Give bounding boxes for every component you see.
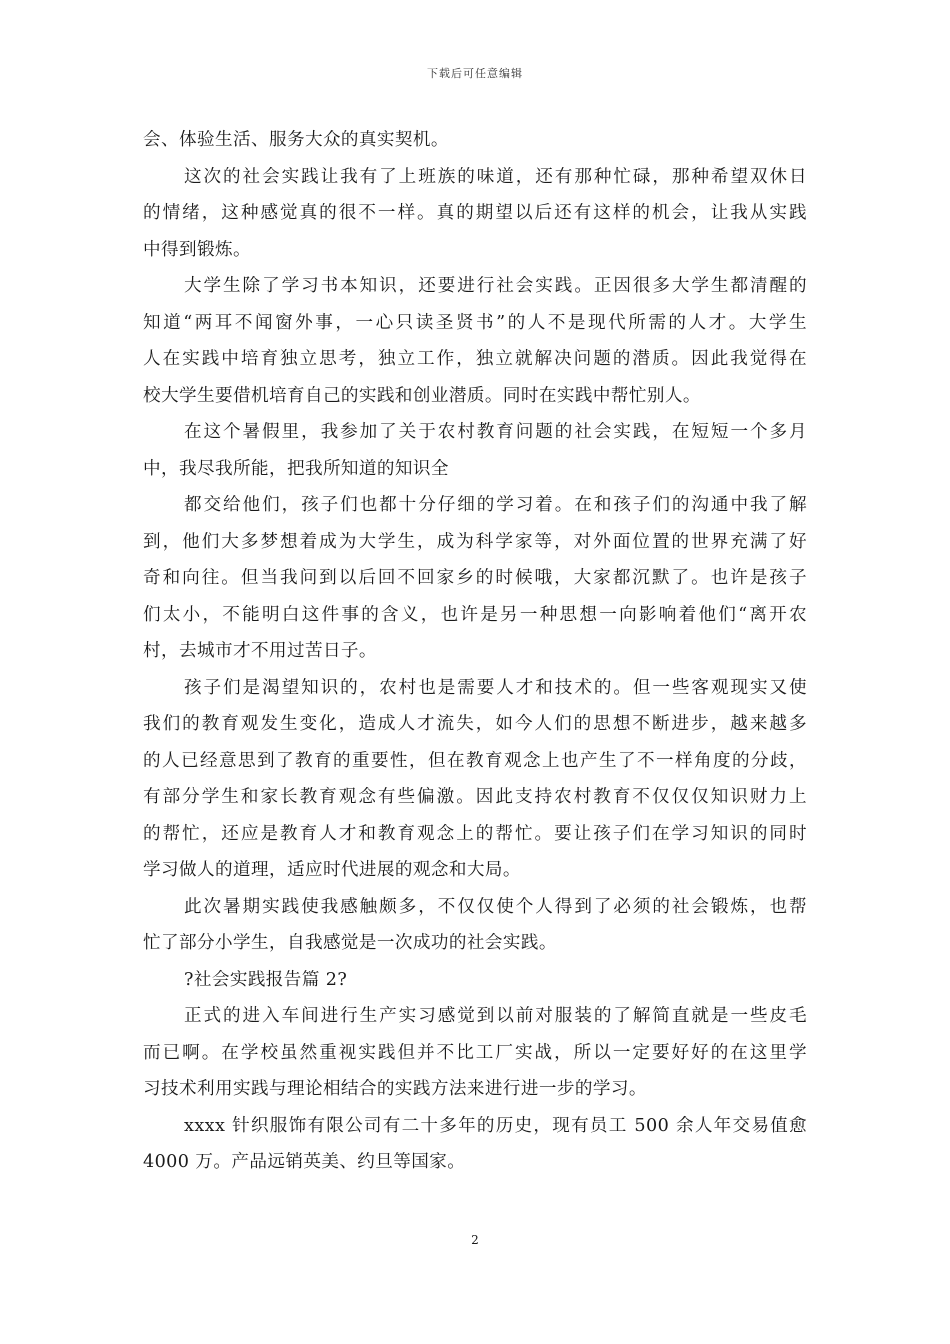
text-line: 的人已经意思到了教育的重要性，但在教育观念上也产生了不一样角度的分歧，: [143, 750, 807, 771]
text-line: 习技术利用实践与理论相结合的实践方法来进行进一步的学习。: [143, 1079, 647, 1099]
text-line: 4000 万。产品远销英美、约旦等国家。: [143, 1152, 466, 1172]
text-line: 知道“两耳不闻窗外事，一心只读圣贤书”的人不是现代所需的人才。大学生: [143, 312, 807, 333]
text-line: 中，我尽我所能，把我所知道的知识全: [143, 458, 449, 479]
text-line: xxxx 针织服饰有限公司有二十多年的历史，现有员工 500 余人年交易值愈: [184, 1115, 807, 1136]
text-line: 此次暑期实践使我感触颇多，不仅仅使个人得到了必须的社会锻炼，也帮: [184, 896, 807, 917]
text-line: 我们的教育观发生变化，造成人才流失，如今人们的思想不断进步，越来越多: [143, 714, 807, 734]
text-line: 的帮忙，还应是教育人才和教育观念上的帮忙。要让孩子们在学习知识的同时: [143, 823, 807, 844]
text-line: 人在实践中培育独立思考，独立工作，独立就解决问题的潜质。因此我觉得在: [143, 349, 807, 369]
text-line: 学习做人的道理，适应时代进展的观念和大局。: [143, 860, 521, 880]
text-line: 这次的社会实践让我有了上班族的味道，还有那种忙碌，那种希望双休日: [184, 166, 807, 187]
document-body: [143, 122, 807, 1181]
text-line: 村，去城市才不用过苦日子。: [143, 641, 377, 661]
text-line: 们太小，不能明白这件事的含义，也许是另一种思想一向影响着他们“离开农: [143, 604, 807, 625]
page-number: 2: [471, 1233, 479, 1247]
text-line: 到，他们大多梦想着成为大学生，成为科学家等，对外面位置的世界充满了好: [143, 531, 807, 552]
text-line: 大学生除了学习书本知识，还要进行社会实践。正因很多大学生都清醒的: [184, 276, 807, 296]
text-line: 有部分学生和家长教育观念有些偏激。因此支持农村教育不仅仅仅知识财力上: [143, 787, 807, 807]
text-line: 校大学生要借机培育自己的实践和创业潜质。同时在实践中帮忙别人。: [143, 385, 701, 406]
text-line: 正式的进入车间进行生产实习感觉到以前对服装的了解简直就是一些皮毛: [184, 1006, 807, 1026]
page-header: 下载后可任意编辑: [427, 67, 523, 80]
text-line: 的情绪，这种感觉真的很不一样。真的期望以后还有这样的机会，让我从实践: [143, 203, 807, 223]
text-line: 孩子们是渴望知识的，农村也是需要人才和技术的。但一些客观现实又使: [184, 677, 807, 698]
text-line: 奇和向往。但当我问到以后回不回家乡的时候哦，大家都沉默了。也许是孩子: [143, 568, 807, 588]
text-line: 在这个暑假里，我参加了关于农村教育问题的社会实践，在短短一个多月: [184, 422, 807, 442]
text-line: 中得到锻炼。: [143, 239, 251, 260]
text-line: ?社会实践报告篇 2?: [184, 969, 348, 990]
text-line: 而已啊。在学校虽然重视实践但并不比工厂实战，所以一定要好好的在这里学: [143, 1042, 807, 1063]
text-line: 忙了部分小学生，自我感觉是一次成功的社会实践。: [143, 933, 557, 953]
text-line: 会、体验生活、服务大众的真实契机。: [143, 130, 449, 150]
text-line: 都交给他们，孩子们也都十分仔细的学习着。在和孩子们的沟通中我了解: [184, 495, 807, 515]
